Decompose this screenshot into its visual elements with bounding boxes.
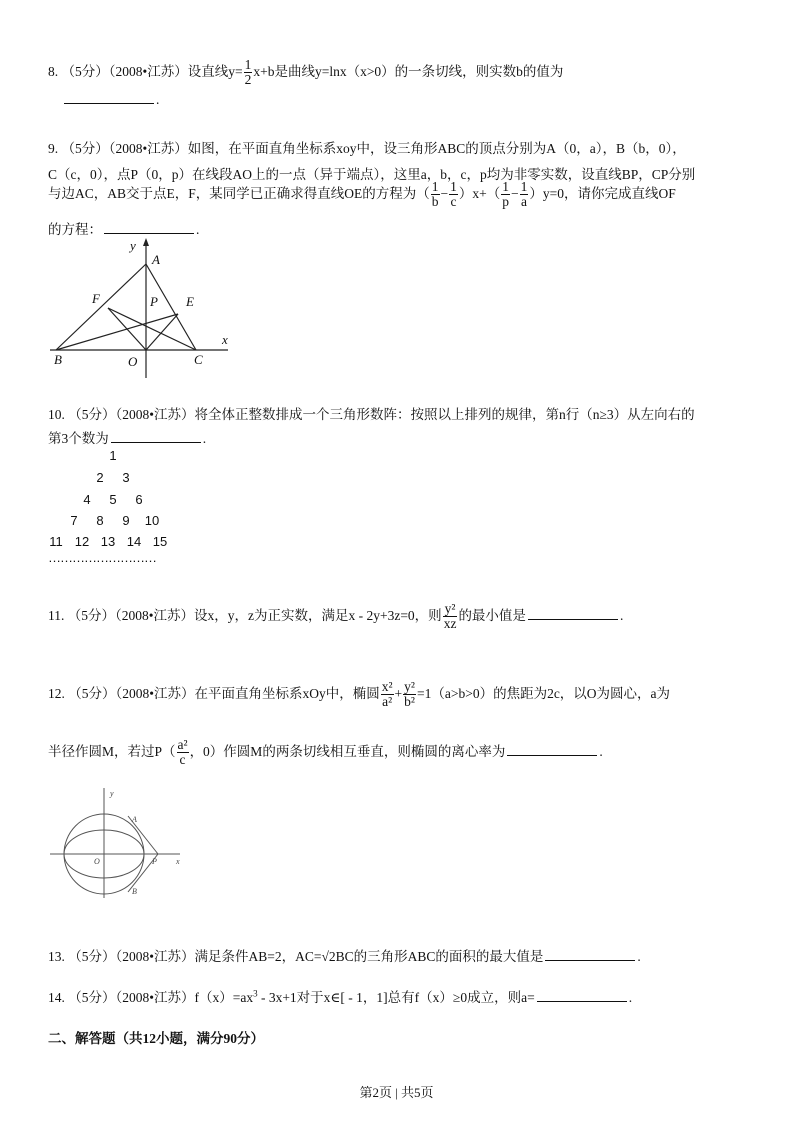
numerator: x² xyxy=(381,679,393,694)
question-13 xyxy=(48,945,641,965)
number: 13 xyxy=(100,534,116,549)
minus: − xyxy=(511,185,519,201)
number: 10 xyxy=(144,513,160,528)
question-11 xyxy=(48,602,623,631)
denominator: b² xyxy=(404,694,415,710)
number: 6 xyxy=(135,492,143,507)
label-f: F xyxy=(92,291,100,306)
denominator: a² xyxy=(382,694,393,710)
label-o: O xyxy=(128,354,138,369)
q10-line-1: 10. （5分）（2008•江苏）将全体正整数排成一个三角形数阵：按照以上排列的规律，第n行（n≥3）从左向右的 xyxy=(48,407,695,422)
answer-blank xyxy=(64,102,154,104)
fraction xyxy=(449,180,458,209)
answer-blank xyxy=(537,1000,627,1002)
period: . xyxy=(619,607,624,623)
plus: + xyxy=(394,685,403,701)
fraction xyxy=(244,58,253,87)
triangle-figure xyxy=(48,236,248,381)
text: ，0）作圆M的两条切线相互垂直，则椭圆的离心率为 xyxy=(189,743,506,759)
number: 14 xyxy=(126,534,142,549)
label-c: C xyxy=(194,352,203,367)
q8-text-2: x+b是曲线y=lnx（x>0）的一条切线，则实数b的值为 xyxy=(253,63,564,79)
answer-blank xyxy=(545,959,635,961)
fraction xyxy=(177,738,189,767)
numerator: 1 xyxy=(244,57,252,72)
number: 3 xyxy=(122,470,130,485)
text: ）x+（ xyxy=(458,185,501,201)
q9-line-3 xyxy=(48,180,676,209)
denominator: p xyxy=(502,194,510,210)
label-b: B xyxy=(132,887,137,896)
numerator: 1 xyxy=(502,179,510,194)
denominator: 2 xyxy=(244,72,252,88)
text: 13. （5分）（2008•江苏）满足条件AB=2，AC=√2BC的三角形ABC的面积的最大值是 xyxy=(48,949,544,964)
numerator: 1 xyxy=(431,179,439,194)
denominator: c xyxy=(450,194,457,210)
question-8 xyxy=(48,58,563,87)
label-p: P xyxy=(150,294,158,309)
question-12-line-2 xyxy=(48,738,603,767)
number: 4 xyxy=(83,492,91,507)
period: . xyxy=(196,222,200,237)
number: 11 xyxy=(49,534,63,549)
text: 的最小值是 xyxy=(458,607,526,623)
fraction xyxy=(381,680,394,709)
label-y: y xyxy=(110,789,114,798)
ellipsis-dots: ……………………… xyxy=(48,550,156,565)
label-y: y xyxy=(130,238,136,253)
page-footer: 第2页 | 共5页 xyxy=(359,1085,434,1100)
fraction xyxy=(403,680,416,709)
answer-blank xyxy=(507,754,597,756)
answer-blank xyxy=(528,618,618,620)
period: . xyxy=(599,743,603,759)
numerator: 1 xyxy=(450,179,457,194)
label-p: P xyxy=(152,857,157,866)
text: 半径作圆M，若过P（ xyxy=(48,743,176,759)
question-14 xyxy=(48,986,632,1006)
period: . xyxy=(628,990,633,1005)
q10-line-2 xyxy=(48,427,206,447)
text: 14. （5分）（2008•江苏）f（x）=ax xyxy=(48,990,254,1005)
q8-text: 8. （5分）（2008•江苏）设直线y= xyxy=(48,63,243,79)
label-o: O xyxy=(94,857,100,866)
text: 与边AC，AB交于点E，F，某同学已正确求得直线OE的方程为（ xyxy=(48,185,430,201)
q9-line-2: C（c，0），点P（0，p）在线段AO上的一点（异于端点），这里a，b，c，p均为非零实数，设直线BP，CP分别 xyxy=(48,167,696,182)
number: 5 xyxy=(109,492,117,507)
number: 7 xyxy=(70,513,78,528)
fraction xyxy=(431,180,440,209)
period: . xyxy=(156,92,160,107)
period: . xyxy=(637,949,641,964)
period: . xyxy=(202,431,207,446)
q8-answer-line xyxy=(62,92,159,108)
answer-blank xyxy=(111,441,201,443)
text: 12. （5分）（2008•江苏）在平面直角坐标系xOy中，椭圆 xyxy=(48,685,380,701)
denominator: c xyxy=(179,752,186,768)
label-b: B xyxy=(54,352,62,367)
number: 9 xyxy=(122,513,130,528)
numerator: 1 xyxy=(520,179,528,194)
text: 第3个数为 xyxy=(48,431,109,446)
question-12-line-1 xyxy=(48,680,670,709)
number: 1 xyxy=(109,448,117,463)
text: ）y=0，请你完成直线OF xyxy=(529,185,676,201)
answer-blank xyxy=(104,232,194,234)
fraction xyxy=(520,180,529,209)
label-e: E xyxy=(186,294,194,309)
ellipse-figure xyxy=(48,782,188,902)
label-a: A xyxy=(152,252,160,267)
fraction xyxy=(443,602,458,631)
section-heading: 二、解答题（共12小题，满分90分） xyxy=(48,1031,264,1046)
text: 的方程： xyxy=(48,222,102,237)
fraction xyxy=(501,180,510,209)
number: 2 xyxy=(96,470,104,485)
minus: − xyxy=(440,185,449,201)
denominator: b xyxy=(431,194,439,210)
number: 15 xyxy=(152,534,168,549)
label-x: x xyxy=(176,857,180,866)
numerator: y² xyxy=(404,679,415,694)
denominator: a xyxy=(521,194,528,210)
text: - 3x+1对于x∈[ - 1，1]总有f（x）≥0成立，则a= xyxy=(257,990,535,1005)
label-x: x xyxy=(222,332,228,347)
text: 11. （5分）（2008•江苏）设x，y，z为正实数，满足x - 2y+3z=0，则 xyxy=(48,607,442,623)
denominator: xz xyxy=(443,616,457,632)
q9-line-1: 9. （5分）（2008•江苏）如图，在平面直角坐标系xoy中，设三角形ABC的顶点分别为A（0，a），B（b，0）， xyxy=(48,141,686,156)
label-a: A xyxy=(132,815,137,824)
numerator: a² xyxy=(177,737,188,752)
q9-line-4 xyxy=(48,218,199,238)
exponent: 3 xyxy=(253,988,258,999)
numerator: y² xyxy=(444,601,456,616)
number: 8 xyxy=(96,513,104,528)
text: =1（a>b>0）的焦距为2c，以O为圆心，a为 xyxy=(416,685,671,701)
number: 12 xyxy=(74,534,90,549)
